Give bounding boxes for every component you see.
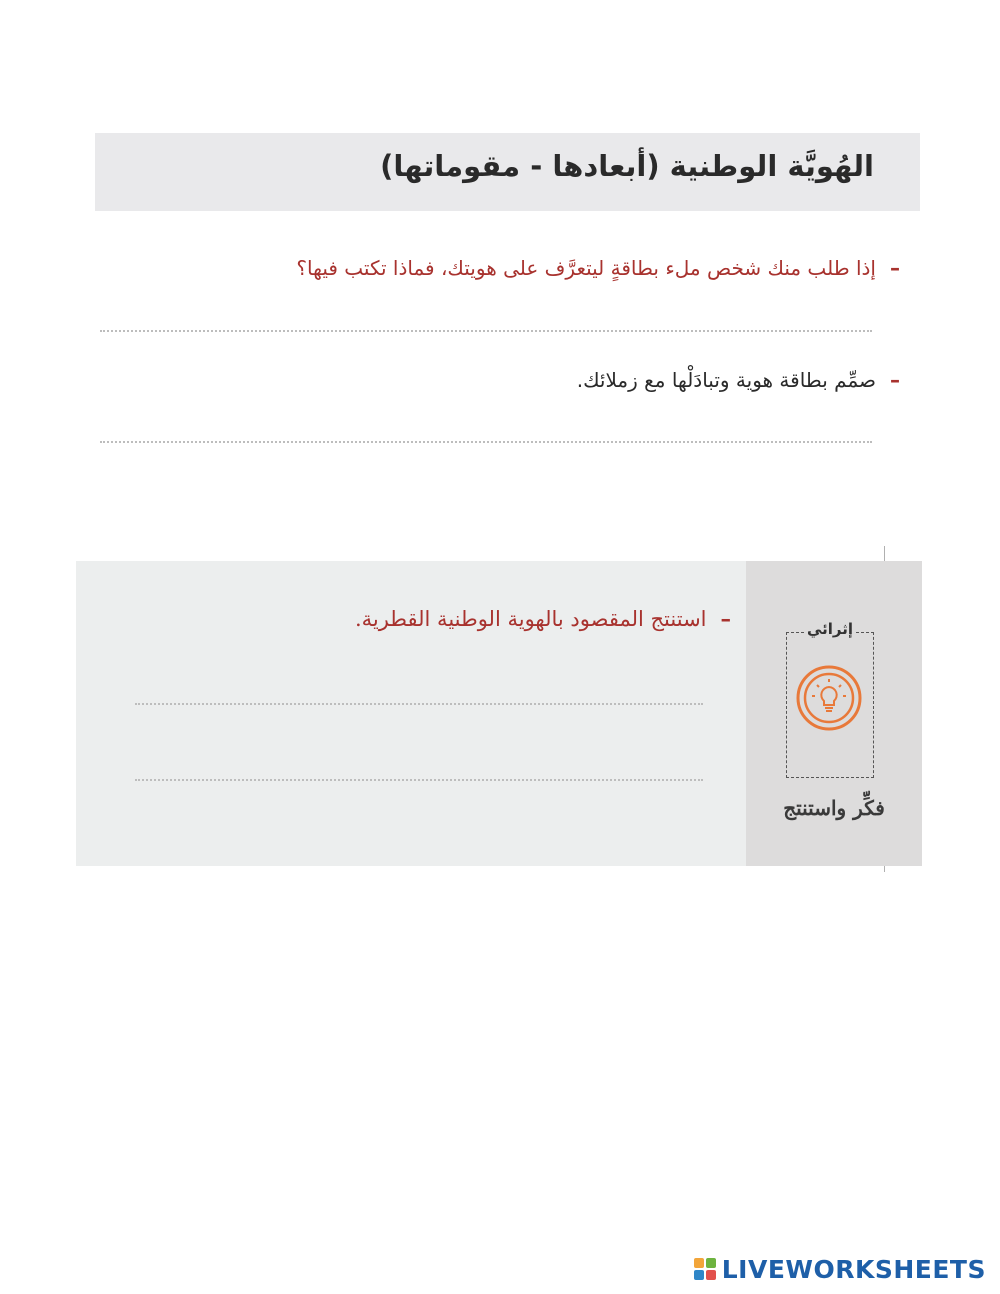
brand-name: LIVEWORKSHEETS: [721, 1254, 986, 1284]
question-1-dash: –: [890, 256, 900, 280]
answer-line-1[interactable]: [100, 330, 872, 332]
question-2-dash: –: [890, 368, 900, 392]
panel-divider-top: [884, 546, 885, 561]
question-1-text: إذا طلب منك شخص ملء بطاقةٍ ليتعرَّف على هويتك، فماذا تكتب فيها؟: [296, 256, 876, 280]
badge-label: إثرائي: [806, 620, 854, 638]
panel-divider-bottom: [884, 866, 885, 872]
question-2-text: صمِّم بطاقة هوية وتبادَلْها مع زملائك.: [576, 368, 876, 392]
page-title: الهُويَّة الوطنية (أبعادها - مقوماتها): [380, 149, 874, 183]
answer-line-3[interactable]: [135, 703, 703, 705]
think-caption: فكِّر واستنتج: [783, 796, 885, 820]
lightbulb-icon: [796, 665, 862, 731]
think-question-dash: –: [720, 606, 731, 631]
question-2: [577, 368, 900, 392]
title-banner: [95, 133, 920, 211]
question-1: [296, 256, 900, 280]
think-question-text: استنتج المقصود بالهوية الوطنية القطرية.: [354, 607, 707, 631]
brand-logo[interactable]: [694, 1254, 986, 1284]
brand-grid-icon: [694, 1258, 716, 1280]
answer-line-4[interactable]: [135, 779, 703, 781]
answer-line-2[interactable]: [100, 441, 872, 443]
think-question: [355, 606, 731, 631]
